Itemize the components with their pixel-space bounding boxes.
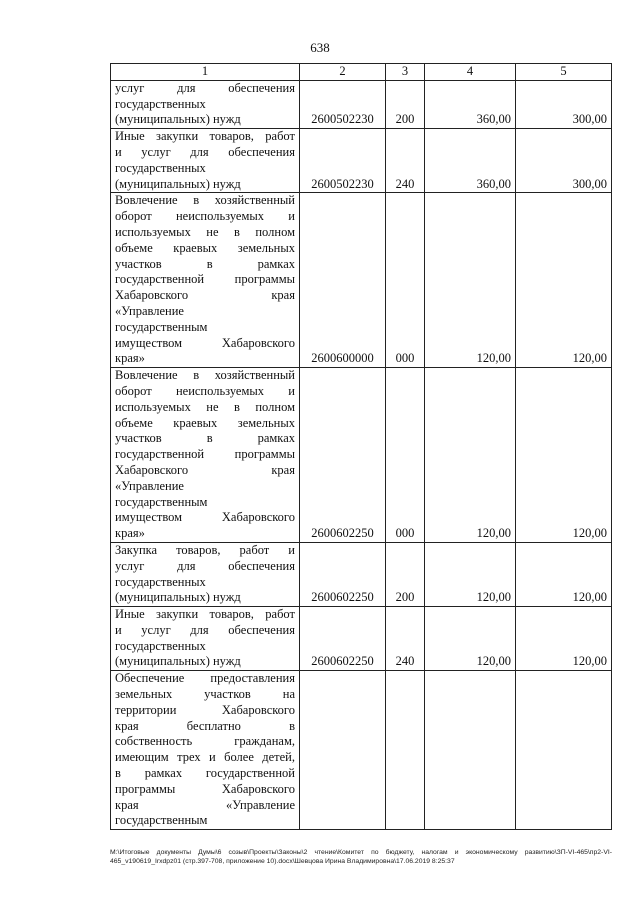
- row-value-cell-2: [516, 671, 612, 830]
- header-row: [111, 64, 612, 81]
- row-name-line: Закупка товаров, работ и: [115, 542, 295, 557]
- footer-line: 465_v190619_Irxdpz01 (стр.397-708, приложение 10).docx\Шевцова Ирина Владимировна\17.06.2019 8:25:37: [110, 858, 455, 865]
- row-name-cell: [111, 193, 300, 368]
- row-name-line: Хабаровского края: [115, 462, 295, 477]
- row-name-cell: [111, 542, 300, 606]
- row-name-line: (муниципальных) нужд: [115, 176, 241, 191]
- row-code-cell: 2600502230: [300, 80, 386, 128]
- row-name-line: государственным: [115, 319, 208, 334]
- row-name-line: (муниципальных) нужд: [115, 112, 241, 127]
- column-header-5: 5: [516, 64, 612, 81]
- footer-line: M:\Итоговые документы Думы\6 созыв\Проекты\Законы\2 чтение\Комитет по бюджету, налогам и экономическому развитию\ЗП-VI-465\пр2-VI-: [110, 849, 612, 856]
- row-name-line: (муниципальных) нужд: [115, 590, 241, 605]
- row-name-line: (муниципальных) нужд: [115, 654, 241, 669]
- row-name-cell: [111, 368, 300, 543]
- row-name-line: используемых не в полном: [115, 399, 295, 414]
- row-name-cell: [111, 671, 300, 830]
- file-path-footer: [110, 848, 612, 866]
- row-name-line: Хабаровского края: [115, 288, 295, 303]
- row-value-cell-1: [425, 671, 516, 830]
- row-name-line: государственных: [115, 638, 206, 653]
- row-name-line: государственным: [115, 813, 208, 828]
- row-name-line: «Управление: [115, 303, 184, 318]
- table-row: [111, 607, 612, 671]
- row-name-line: края «Управление: [115, 797, 295, 812]
- table-body: [111, 80, 612, 829]
- row-name-line: земельных участков на: [115, 687, 295, 702]
- row-code-cell: 2600602250: [300, 368, 386, 543]
- row-value-cell-2: 120,00: [516, 542, 612, 606]
- row-name-line: Вовлечение в хозяйственный: [115, 193, 295, 208]
- row-type-cell: 000: [386, 193, 425, 368]
- row-code-cell: 2600602250: [300, 542, 386, 606]
- row-name-line: «Управление: [115, 478, 184, 493]
- row-name-line: государственных: [115, 96, 206, 111]
- row-code-cell: 2600502230: [300, 129, 386, 193]
- table-row: [111, 80, 612, 128]
- row-name-line: участков в рамках: [115, 431, 295, 446]
- row-value-cell-1: 120,00: [425, 193, 516, 368]
- row-name-line: Обеспечение предоставления: [115, 671, 295, 686]
- row-name-line: в рамках государственной: [115, 766, 295, 781]
- row-name-line: государственной программы: [115, 272, 295, 287]
- row-value-cell-2: 120,00: [516, 368, 612, 543]
- column-header-2: 2: [300, 64, 386, 81]
- row-name-line: услуг для обеспечения: [115, 80, 295, 95]
- row-type-cell: 200: [386, 80, 425, 128]
- row-name-line: оборот неиспользуемых и: [115, 209, 295, 224]
- row-name-line: услуг для обеспечения: [115, 558, 295, 573]
- row-name-line: и услуг для обеспечения: [115, 622, 295, 637]
- row-name-cell: [111, 129, 300, 193]
- row-name-line: края»: [115, 526, 145, 541]
- row-name-line: имеющим трех и более детей,: [115, 750, 295, 765]
- table-row: [111, 542, 612, 606]
- row-name-line: края»: [115, 351, 145, 366]
- row-name-line: края бесплатно в: [115, 718, 295, 733]
- table-row: [111, 368, 612, 543]
- row-name-line: оборот неиспользуемых и: [115, 383, 295, 398]
- row-name-line: собственность гражданам,: [115, 734, 295, 749]
- row-name-line: территории Хабаровского: [115, 702, 295, 717]
- row-name-line: государственных: [115, 160, 206, 175]
- row-name-line: государственной программы: [115, 447, 295, 462]
- row-type-cell: 000: [386, 368, 425, 543]
- row-value-cell-2: 300,00: [516, 129, 612, 193]
- row-name-line: имуществом Хабаровского: [115, 335, 295, 350]
- row-type-cell: 240: [386, 129, 425, 193]
- row-type-cell: [386, 671, 425, 830]
- row-name-line: государственных: [115, 574, 206, 589]
- row-name-cell: [111, 80, 300, 128]
- row-code-cell: 2600602250: [300, 607, 386, 671]
- row-value-cell-1: 120,00: [425, 542, 516, 606]
- row-name-line: программы Хабаровского: [115, 781, 295, 796]
- row-name-line: используемых не в полном: [115, 224, 295, 239]
- row-name-line: Иные закупки товаров, работ: [115, 607, 295, 622]
- row-value-cell-1: 360,00: [425, 80, 516, 128]
- row-value-cell-2: 120,00: [516, 607, 612, 671]
- table-row: [111, 193, 612, 368]
- column-header-1: 1: [111, 64, 300, 81]
- column-header-3: 3: [386, 64, 425, 81]
- row-type-cell: 240: [386, 607, 425, 671]
- row-name-line: объеме краевых земельных: [115, 240, 295, 255]
- row-name-line: Иные закупки товаров, работ: [115, 129, 295, 144]
- column-header-4: 4: [425, 64, 516, 81]
- row-value-cell-1: 120,00: [425, 607, 516, 671]
- row-type-cell: 200: [386, 542, 425, 606]
- row-name-line: государственным: [115, 494, 208, 509]
- row-code-cell: [300, 671, 386, 830]
- row-code-cell: 2600600000: [300, 193, 386, 368]
- table-row: [111, 129, 612, 193]
- row-name-line: участков в рамках: [115, 256, 295, 271]
- row-name-line: объеме краевых земельных: [115, 415, 295, 430]
- table-row: [111, 671, 612, 830]
- row-value-cell-2: 120,00: [516, 193, 612, 368]
- row-name-line: имуществом Хабаровского: [115, 510, 295, 525]
- budget-table: [110, 63, 612, 830]
- row-name-line: и услуг для обеспечения: [115, 144, 295, 159]
- row-value-cell-2: 300,00: [516, 80, 612, 128]
- page-number: 638: [310, 40, 330, 55]
- row-value-cell-1: 360,00: [425, 129, 516, 193]
- row-name-line: Вовлечение в хозяйственный: [115, 368, 295, 383]
- row-value-cell-1: 120,00: [425, 368, 516, 543]
- row-name-cell: [111, 607, 300, 671]
